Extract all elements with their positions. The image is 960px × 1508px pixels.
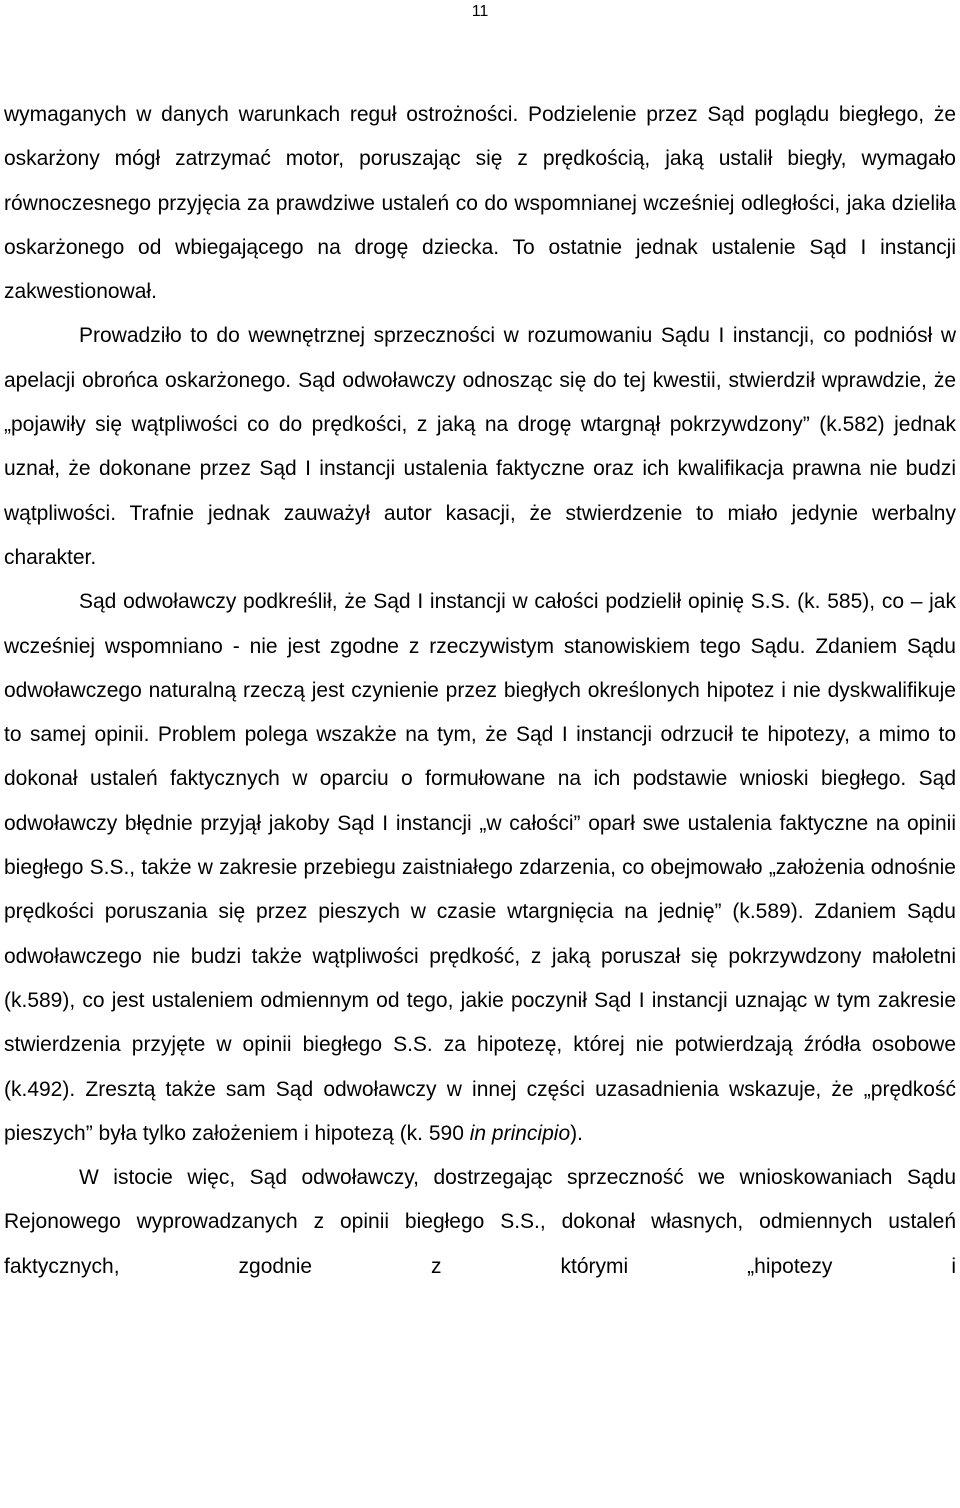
paragraph-3-text: Sąd odwoławczy podkreślił, że Sąd I instancji w całości podzielił opinię S.S. (k. 585), co – jak wcześniej wspomniano - nie jest zgodne z rzeczywistym stanowiskiem tego Sądu. Zdaniem Sądu odwoławczego naturalną rzeczą jest czynienie przez biegłych określonych hipotez i nie dyskwalifikuje to samej opinii. Problem polega wszakże na tym, że Sąd I instancji odrzucił te hipotezy, a mimo to dokonał ustaleń faktycznych w oparciu o formułowane na ich podstawie wnioski biegłego. Sąd odwoławczy błędnie przyjął jakoby Sąd I instancji „w całości” oparł swe ustalenia faktyczne na opinii biegłego S.S., także w zakresie przebiegu zaistniałego zdarzenia, co obejmowało „założenia odnośnie prędkości poruszania się przez pieszych w czasie wtargnięcia na jednię” (k.589). Zdaniem Sądu odwoławczego nie budzi także wątpliwości prędkość, z jaką poruszał się pokrzywdzony małoletni (k.589), co jest ustaleniem odmiennym od tego, jakie poczynił Sąd I instancji uznając w tym zakresie stwierdzenia przyjęte w opinii biegłego S.S. za hipotezę, której nie potwierdzają źródła osobowe (k.492). Zresztą także sam Sąd odwoławczy w innej części uzasadnienia wskazuje, że „prędkość pieszych” była tylko założeniem i hipotezą (k. 590 xyxy=(4,590,956,1145)
paragraph-3 xyxy=(4,580,956,1156)
page-number: 11 xyxy=(471,3,489,20)
document-body xyxy=(4,93,956,1289)
paragraph-4: W istocie więc, Sąd odwoławczy, dostrzegając sprzeczność we wnioskowaniach Sądu Rejonowego wyprowadzanych z opinii biegłego S.S., dokonał własnych, odmiennych ustaleń faktycznych, zgodnie z którymi „hipotezy i xyxy=(4,1166,956,1278)
paragraph-1: wymaganych w danych warunkach reguł ostrożności. Podzielenie przez Sąd poglądu biegłego, że oskarżony mógł zatrzymać motor, poruszając się z prędkością, jaką ustalił biegły, wymagało równoczesnego przyjęcia za prawdziwe ustaleń co do wspomnianej wcześniej odległości, jaka dzieliła oskarżonego od wbiegającego na drogę dziecka. To ostatnie jednak ustalenie Sąd I instancji zakwestionował. xyxy=(4,103,956,304)
paragraph-2: Prowadziło to do wewnętrznej sprzeczności w rozumowaniu Sądu I instancji, co podniósł w apelacji obrońca oskarżonego. Sąd odwoławczy odnosząc się do tej kwestii, stwierdził wprawdzie, że „pojawiły się wątpliwości co do prędkości, z jaką na drogę wtargnął pokrzywdzony” (k.582) jednak uznał, że dokonane przez Sąd I instancji ustalenia faktyczne oraz ich kwalifikacja prawna nie budzi wątpliwości. Trafnie jednak zauważył autor kasacji, że stwierdzenie to miało jedynie werbalny charakter. xyxy=(4,324,956,569)
italic-phrase: in principio xyxy=(469,1121,571,1145)
paragraph-3-end: ). xyxy=(570,1121,583,1145)
